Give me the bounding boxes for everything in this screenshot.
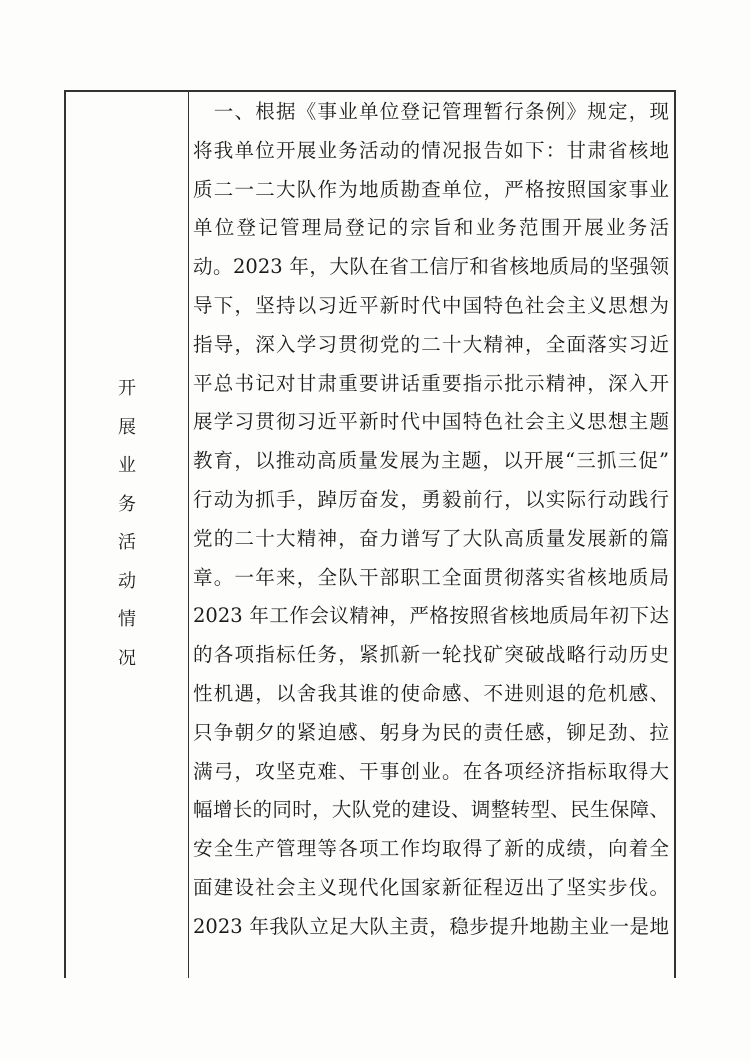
- text-line: 满弓，攻坚克难、干事创业。在各项经济指标取得大: [193, 759, 669, 783]
- text-line: 质二一二大队作为地质勘查单位，严格按照国家事业: [193, 177, 669, 201]
- text-line: 2023 年我队立足大队主责，稳步提升地勘主业一是地: [193, 914, 669, 938]
- text-line: 只争朝夕的紧迫感、躬身为民的责任感，铆足劲、拉: [193, 720, 669, 744]
- section-label-char: 动: [118, 570, 136, 592]
- text-line: 一、根据《事业单位登记管理暂行条例》规定，现: [193, 100, 669, 123]
- text-line: 性机遇，以舍我其谁的使命感、不进则退的危机感、: [193, 681, 669, 705]
- section-label: [66, 370, 188, 678]
- text-line: 指导，深入学习贯彻党的二十大精神，全面落实习近: [193, 332, 669, 356]
- text-line: 单位登记管理局登记的宗旨和业务范围开展业务活: [193, 216, 669, 240]
- table-border-right: [674, 90, 676, 978]
- text-line: 面建设社会主义现代化国家新征程迈出了坚实步伐。: [193, 875, 669, 899]
- text-line: 章。一年来，全队干部职工全面贯彻落实省核地质局: [193, 565, 669, 589]
- text-line: 幅增长的同时，大队党的建设、调整转型、民生保障、: [193, 798, 669, 822]
- section-label-char: 务: [118, 493, 136, 515]
- table-column-divider: [188, 90, 189, 978]
- text-line: 的各项指标任务，紧抓新一轮找矿突破战略行动历史: [193, 643, 669, 667]
- text-line: 2023 年工作会议精神，严格按照省核地质局年初下达: [193, 604, 669, 628]
- section-label-char: 开: [118, 378, 136, 399]
- section-label-char: 情: [118, 609, 136, 630]
- section-label-char: 活: [118, 532, 136, 553]
- text-line: 将我单位开展业务活动的情况报告如下：甘肃省核地: [193, 138, 669, 162]
- text-line: 教育，以推动高质量发展为主题，以开展“三抓三促”: [193, 449, 669, 473]
- text-line: 党的二十大精神，奋力谱写了大队高质量发展新的篇: [193, 526, 669, 550]
- text-line: 平总书记对甘肃重要讲话重要指示批示精神，深入开: [193, 371, 669, 395]
- text-line: 展学习贯彻习近平新时代中国特色社会主义思想主题: [193, 410, 669, 434]
- text-line: 导下，坚持以习近平新时代中国特色社会主义思想为: [193, 293, 669, 317]
- table-border-top: [64, 90, 676, 92]
- activity-report-text: [193, 93, 669, 947]
- text-line: 行动为抓手，踔厉奋发，勇毅前行，以实际行动践行: [193, 487, 669, 511]
- section-label-char: 展: [118, 416, 136, 438]
- text-line: 动。2023 年，大队在省工信厅和省核地质局的坚强领: [193, 255, 669, 279]
- text-line: 安全生产管理等各项工作均取得了新的成绩，向着全: [193, 837, 669, 861]
- section-label-char: 况: [118, 647, 136, 669]
- section-label-char: 业: [118, 455, 136, 476]
